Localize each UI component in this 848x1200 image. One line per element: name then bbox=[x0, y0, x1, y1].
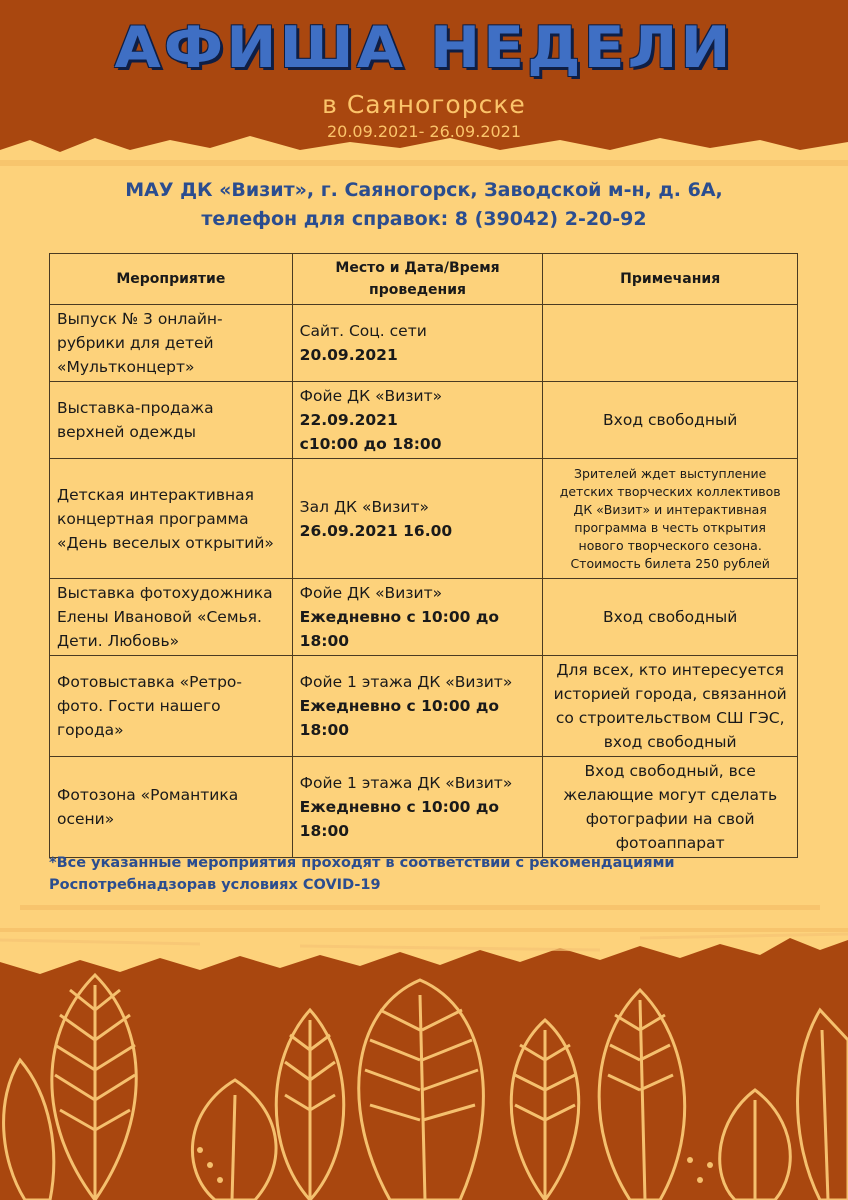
table-row bbox=[50, 656, 798, 757]
event-when: Ежедневно с 10:00 до 18:00 bbox=[299, 697, 499, 739]
table-header-row bbox=[50, 254, 798, 305]
event-place: Фойе ДК «Визит» bbox=[299, 584, 443, 602]
date-range: 20.09.2021- 26.09.2021 bbox=[326, 122, 522, 141]
event-place-time bbox=[292, 656, 543, 757]
page-title: АФИША НЕДЕЛИ bbox=[114, 14, 734, 82]
table-row bbox=[50, 579, 798, 656]
table-row bbox=[50, 305, 798, 382]
event-name: Фотозона «Романтика осени» bbox=[50, 757, 293, 858]
event-place: Зал ДК «Визит» bbox=[299, 497, 429, 516]
event-place-time bbox=[292, 382, 543, 459]
venue-info bbox=[0, 176, 848, 234]
venue-phone: телефон для справок: 8 (39042) 2-20-92 bbox=[201, 208, 647, 230]
footnote-line-1: *Все указанные мероприятия проходят в соответствии с рекомендациями bbox=[49, 855, 675, 871]
event-place-time bbox=[292, 579, 543, 656]
event-when: 26.09.2021 16.00 bbox=[299, 521, 453, 540]
event-place: Сайт. Соц. сети bbox=[299, 322, 427, 340]
event-name: Детская интерактивная концертная программа «День веселых открытий» bbox=[50, 459, 293, 579]
event-name: Выставка-продажа верхней одежды bbox=[50, 382, 293, 459]
footnote-line-2: Роспотребнадзорав условиях COVID-19 bbox=[49, 877, 381, 893]
column-header-event: Мероприятие bbox=[50, 254, 293, 305]
event-name: Выставка фотохудожника Елены Ивановой «Семья. Дети. Любовь» bbox=[50, 579, 293, 656]
table-row bbox=[50, 382, 798, 459]
event-note: Вход свободный bbox=[543, 579, 798, 656]
column-header-notes: Примечания bbox=[543, 254, 798, 305]
city-subtitle: в Саяногорске bbox=[322, 90, 526, 119]
event-note: Зрителей ждет выступление детских творческих коллективов ДК «Визит» и интерактивная программа в честь открытия нового творческого сезона. Стоимость билета 250 рублей bbox=[543, 459, 798, 579]
covid-footnote bbox=[49, 852, 809, 896]
event-when: Ежедневно с 10:00 до 18:00 bbox=[299, 608, 499, 650]
event-when: 20.09.2021 bbox=[299, 346, 398, 364]
event-place: Фойе ДК «Визит» bbox=[299, 387, 443, 405]
event-place-time bbox=[292, 757, 543, 858]
event-place: Фойе 1 этажа ДК «Визит» bbox=[299, 774, 513, 792]
event-when: Ежедневно с 10:00 до 18:00 bbox=[299, 798, 499, 840]
column-header-place-time: Место и Дата/Время проведения bbox=[292, 254, 543, 305]
events-table bbox=[49, 253, 798, 858]
table-row bbox=[50, 459, 798, 579]
event-note: Для всех, кто интересуется историей города, связанной со строительством СШ ГЭС, вход свободный bbox=[543, 656, 798, 757]
event-note: Вход свободный, все желающие могут сделать фотографии на свой фотоаппарат bbox=[543, 757, 798, 858]
event-note bbox=[543, 305, 798, 382]
event-name: Фотовыставка «Ретро-фото. Гости нашего города» bbox=[50, 656, 293, 757]
event-place-time bbox=[292, 459, 543, 579]
event-place: Фойе 1 этажа ДК «Визит» bbox=[299, 673, 513, 691]
event-when: 22.09.2021 с10:00 до 18:00 bbox=[299, 411, 442, 453]
venue-address: МАУ ДК «Визит», г. Саяногорск, Заводской м-н, д. 6А, bbox=[125, 179, 723, 201]
event-place-time bbox=[292, 305, 543, 382]
event-note: Вход свободный bbox=[543, 382, 798, 459]
table-row bbox=[50, 757, 798, 858]
event-name: Выпуск № 3 онлайн-рубрики для детей «Мультконцерт» bbox=[50, 305, 293, 382]
